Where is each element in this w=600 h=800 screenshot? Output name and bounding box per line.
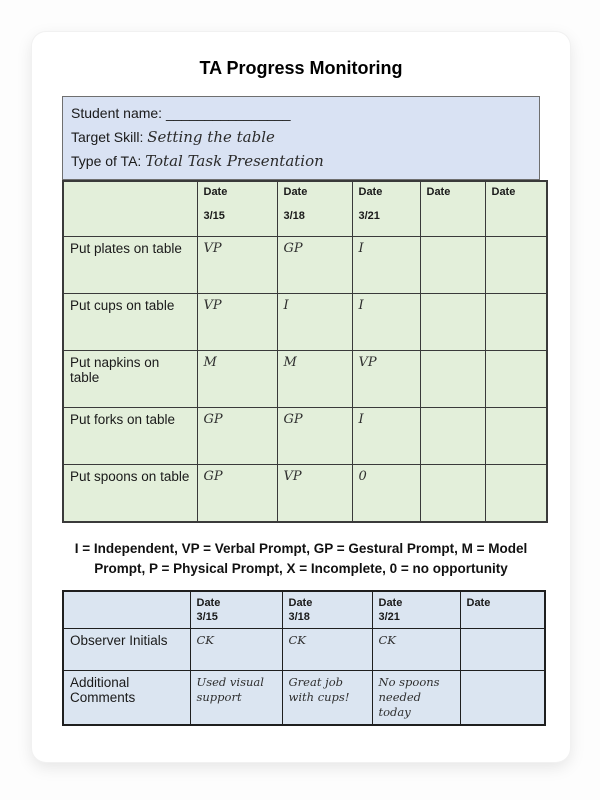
progress-cell [485,408,547,465]
date-column-header: Date 3/21 [352,181,420,237]
date-column-header: Date 3/18 [277,181,352,237]
progress-cell: M [277,351,352,408]
observer-cell [460,629,545,671]
prompt-legend-line2: Prompt, P = Physical Prompt, X = Incomplete, 0 = no opportunity [94,561,508,576]
task-column-header [63,181,197,237]
student-name-label: Student name: [71,105,163,121]
observer-cell: CK [190,629,282,671]
observer-cell: CK [282,629,372,671]
progress-cell: I [277,294,352,351]
progress-cell [420,294,485,351]
table-row [63,629,545,671]
progress-cell [420,351,485,408]
task-label: Put plates on table [63,237,197,294]
date-column-header: Date 3/15 [197,181,277,237]
progress-cell [485,237,547,294]
progress-cell: I [352,294,420,351]
progress-cell: M [197,351,277,408]
progress-cell [485,351,547,408]
progress-cell: VP [277,465,352,523]
page-title: TA Progress Monitoring [199,58,403,78]
progress-table [62,180,548,523]
observer-cell: No spoons needed today [372,671,460,726]
target-skill-value: Setting the table [147,128,275,146]
ta-type-line [71,149,531,173]
observer-cell [460,671,545,726]
progress-cell [420,237,485,294]
prompt-legend [62,539,540,579]
table-row [63,408,547,465]
observer-cell: Great job with cups! [282,671,372,726]
progress-cell: GP [277,408,352,465]
student-name-blank: ________________ [165,105,291,121]
ta-type-value: Total Task Presentation [145,152,324,170]
observer-table [62,590,546,726]
student-info-box [62,96,540,180]
task-label: Put napkins on table [63,351,197,408]
progress-cell: I [352,408,420,465]
date-column-header: Date 3/15 [190,591,282,629]
row-label: Observer Initials [63,629,190,671]
date-column-header: Date 3/18 [282,591,372,629]
progress-cell: GP [197,465,277,523]
observer-cell: Used visual support [190,671,282,726]
progress-cell: VP [197,237,277,294]
label-column-header [63,591,190,629]
prompt-legend-line1: I = Independent, VP = Verbal Prompt, GP = Gestural Prompt, M = Model [74,541,528,556]
progress-cell: GP [277,237,352,294]
progress-header-row [63,181,547,237]
progress-cell [420,465,485,523]
progress-cell: I [352,237,420,294]
date-column-header: Date 3/21 [372,591,460,629]
table-row [63,237,547,294]
table-row [63,351,547,408]
date-column-header: Date [485,181,547,237]
observer-header-row [63,591,545,629]
progress-cell: VP [352,351,420,408]
progress-cell: 0 [352,465,420,523]
table-row [63,294,547,351]
target-skill-line [71,125,531,149]
task-label: Put spoons on table [63,465,197,523]
table-row [63,465,547,523]
row-label: Additional Comments [63,671,190,726]
target-skill-label: Target Skill: [71,129,144,145]
document-page [32,32,570,762]
ta-type-label: Type of TA: [71,153,142,169]
progress-cell: GP [197,408,277,465]
progress-cell: VP [197,294,277,351]
date-column-header: Date [460,591,545,629]
task-label: Put forks on table [63,408,197,465]
progress-cell [485,465,547,523]
date-column-header: Date [420,181,485,237]
progress-cell [485,294,547,351]
observer-cell: CK [372,629,460,671]
progress-cell [420,408,485,465]
student-name-line [71,101,531,125]
task-label: Put cups on table [63,294,197,351]
table-row [63,671,545,726]
